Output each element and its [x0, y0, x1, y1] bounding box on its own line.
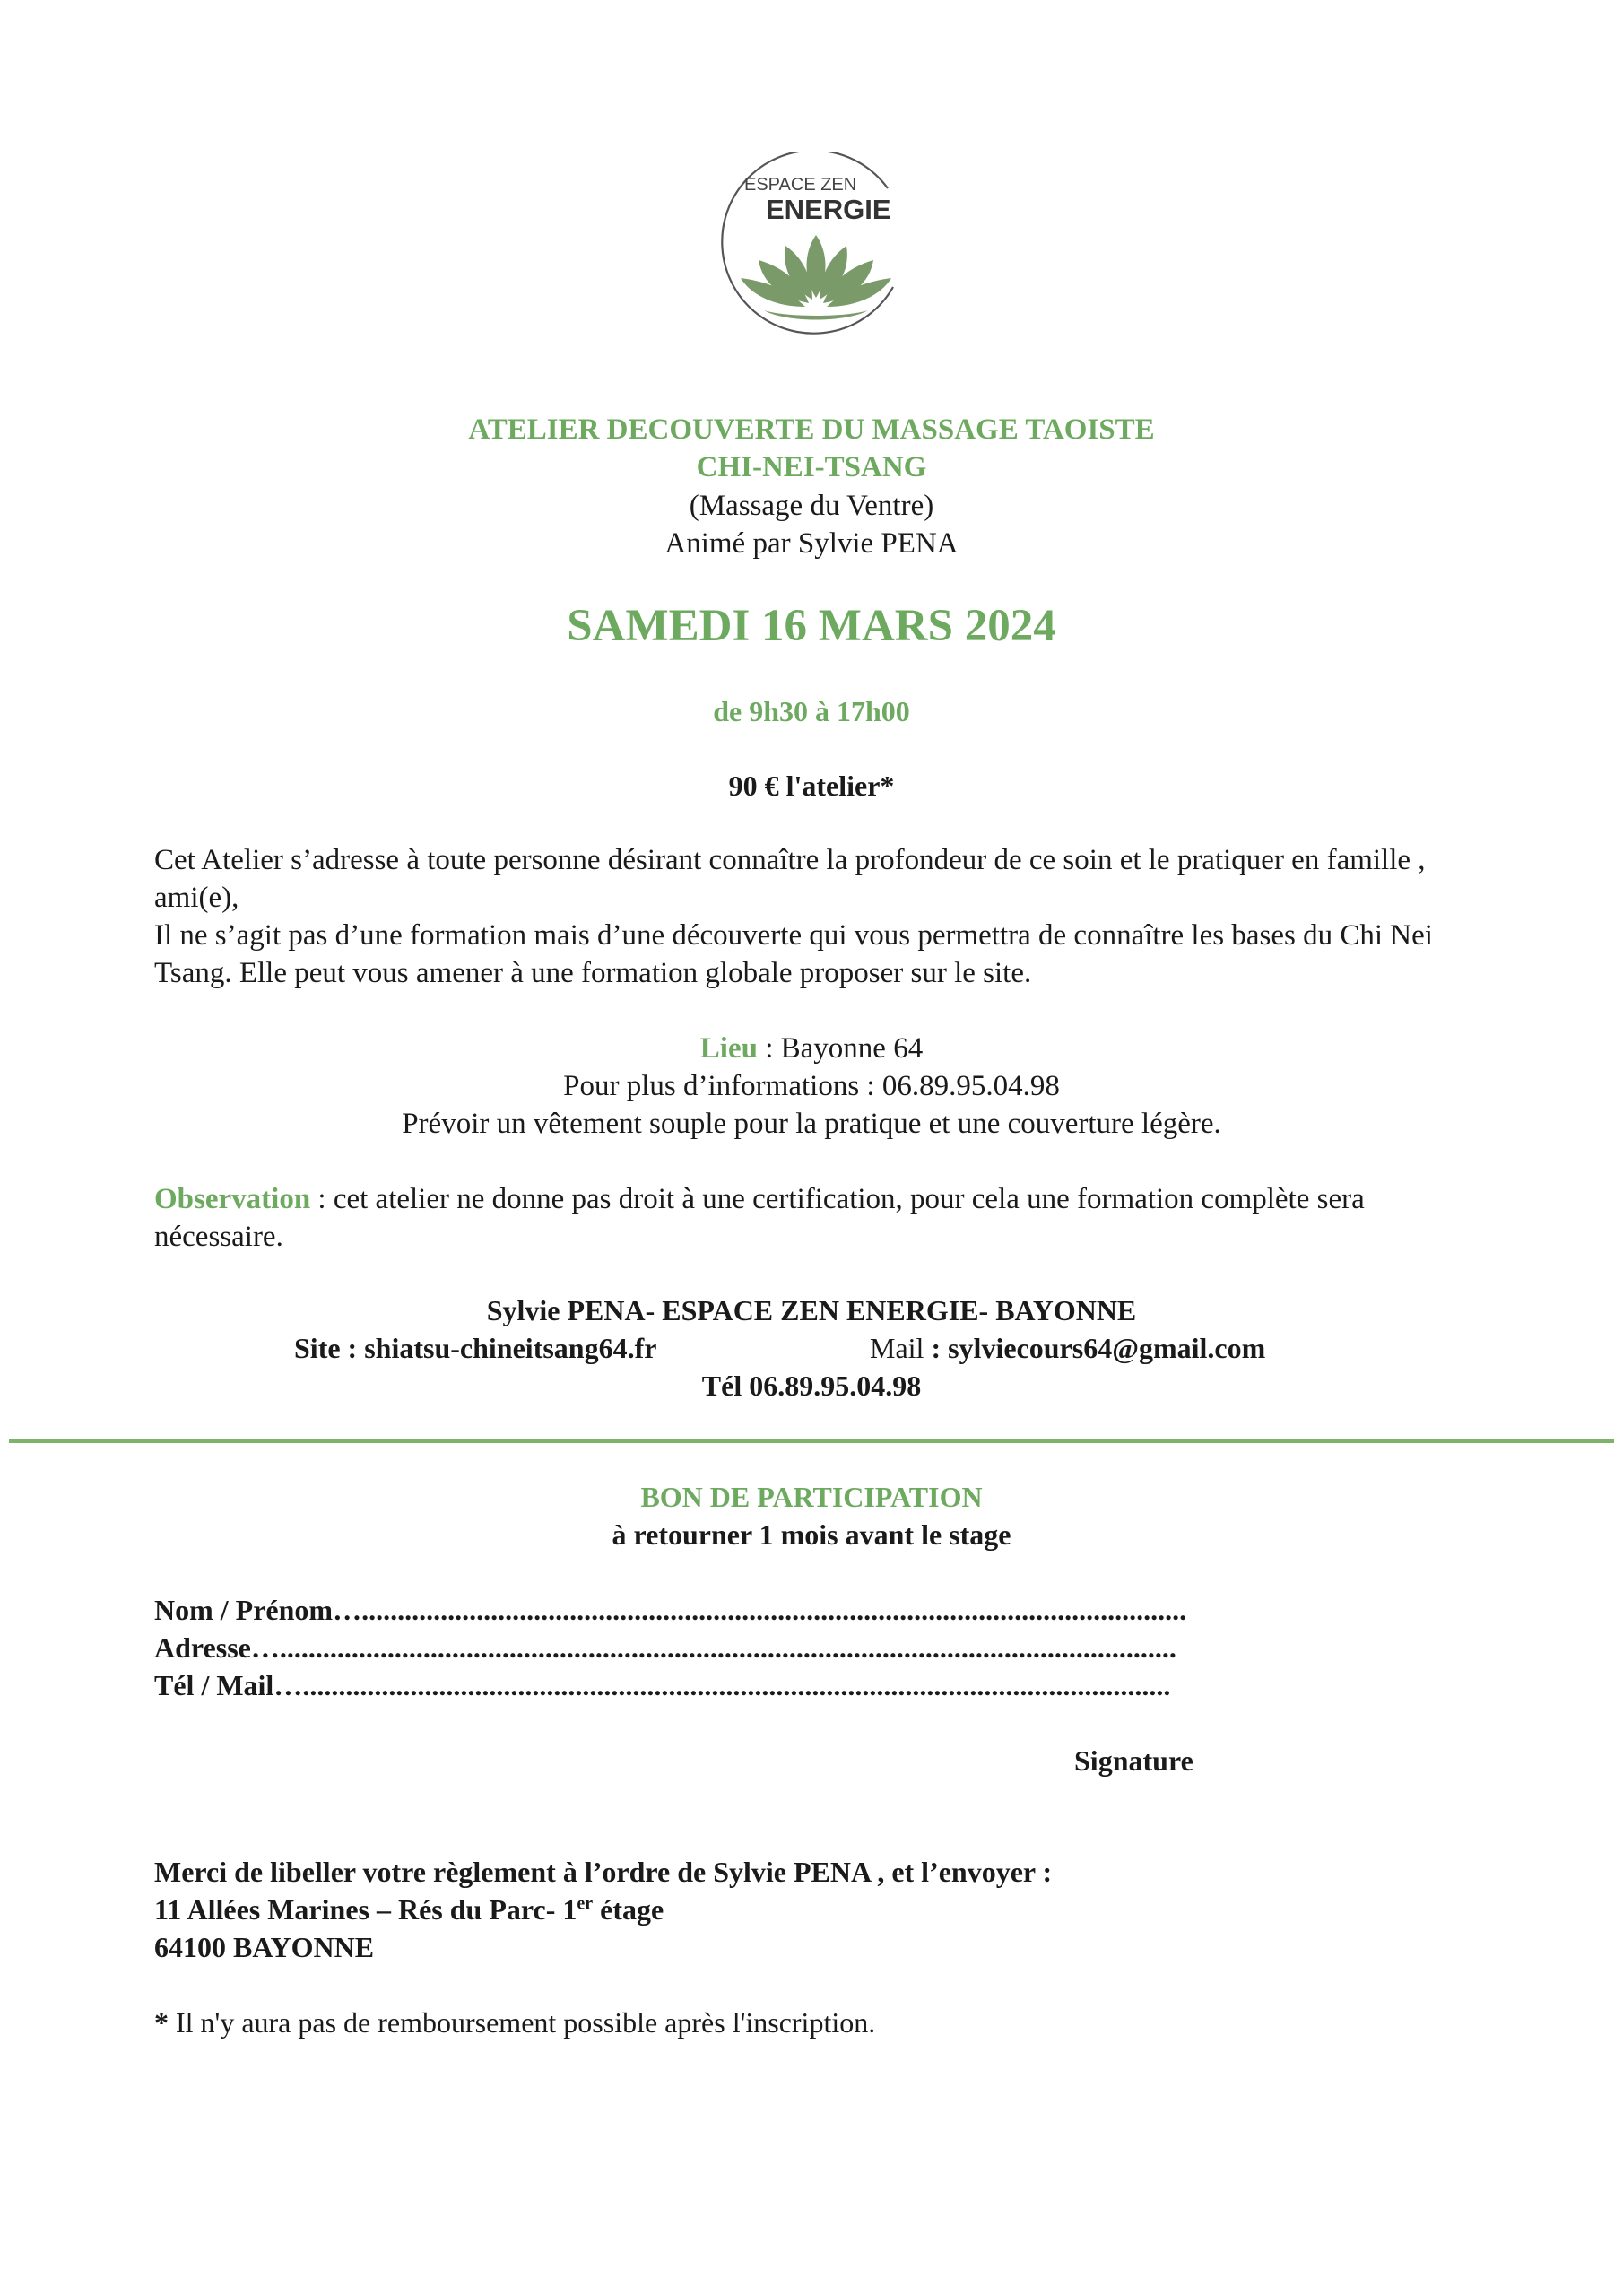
- refund-text: Il n'y aura pas de remboursement possible après l'inscription.: [169, 2006, 876, 2039]
- more-info: Pour plus d’informations : 06.89.95.04.98: [563, 1070, 1060, 1102]
- floor-sup: er: [577, 1893, 594, 1914]
- observation: [154, 1180, 1472, 1256]
- address-field[interactable]: Adresse….............................................................................................................................: [154, 1631, 1176, 1664]
- section-divider: [9, 1439, 1614, 1443]
- payment-line3: 64100 BAYONNE: [154, 1931, 375, 1963]
- event-date: SAMEDI 16 MARS 2024: [567, 601, 1056, 651]
- logo-line2: ENERGIE: [766, 194, 891, 225]
- host: Animé par Sylvie PENA: [664, 527, 959, 560]
- contact-org: Sylvie PENA- ESPACE ZEN ENERGIE- BAYONNE: [486, 1294, 1137, 1326]
- logo: [708, 152, 915, 350]
- address-floor: étage: [593, 1893, 664, 1926]
- title-line2: CHI-NEI-TSANG: [696, 451, 927, 483]
- lotus-icon: [708, 152, 915, 350]
- place-label: Lieu: [699, 1032, 758, 1065]
- event-price: 90 € l'atelier*: [728, 770, 895, 802]
- place-line: [0, 1030, 1623, 1067]
- payment-line2: [154, 1891, 664, 1928]
- subtitle: (Massage du Ventre): [689, 490, 934, 522]
- observation-label: Observation: [154, 1183, 311, 1215]
- observation-text: : cet atelier ne donne pas droit à une certification, pour cela une formation complète sera nécessaire.: [154, 1183, 1365, 1253]
- event-hours: de 9h30 à 17h00: [713, 695, 910, 727]
- address-street: 11 Allées Marines – Rés du Parc- 1: [154, 1893, 577, 1926]
- refund-note: [154, 2004, 875, 2041]
- description-para2: Il ne s’agit pas d’une formation mais d’une découverte qui vous permettra de connaître les bases du Chi Nei Tsang. Elle peut vous amener à une formation globale proposer sur le site.: [154, 919, 1433, 989]
- signature-label: Signature: [1074, 1744, 1193, 1777]
- description-para1: Cet Atelier s’adresse à toute personne désirant connaître la profondeur de ce soin et le pratiquer en famille , ami(e),: [154, 844, 1426, 914]
- lotus-flower: [741, 235, 891, 320]
- refund-star: *: [154, 2006, 169, 2039]
- contact-field[interactable]: Tél / Mail….........................................................................................................................: [154, 1669, 1171, 1701]
- payment-line1: Merci de libeller votre règlement à l’ordre de Sylvie PENA , et l’envoyer :: [154, 1856, 1053, 1888]
- mail-prefix: Mail: [870, 1332, 924, 1364]
- title-line1: ATELIER DECOUVERTE DU MASSAGE TAOISTE: [468, 413, 1155, 446]
- contact-phone: Tél 06.89.95.04.98: [701, 1370, 922, 1402]
- contact-site: Site : shiatsu-chineitsang64.fr: [294, 1332, 657, 1364]
- contact-mail: [870, 1329, 1265, 1367]
- logo-line1: ESPACE ZEN: [744, 175, 857, 195]
- form-title: BON DE PARTICIPATION: [640, 1481, 983, 1513]
- clothing-note: Prévoir un vêtement souple pour la pratique et une couverture légère.: [402, 1108, 1221, 1140]
- name-field[interactable]: Nom / Prénom…...................................................................................................................: [154, 1594, 1187, 1626]
- place-value: : Bayonne 64: [757, 1032, 924, 1065]
- form-subtitle: à retourner 1 mois avant le stage: [612, 1518, 1011, 1551]
- mail-value: : sylviecours64@gmail.com: [924, 1332, 1266, 1364]
